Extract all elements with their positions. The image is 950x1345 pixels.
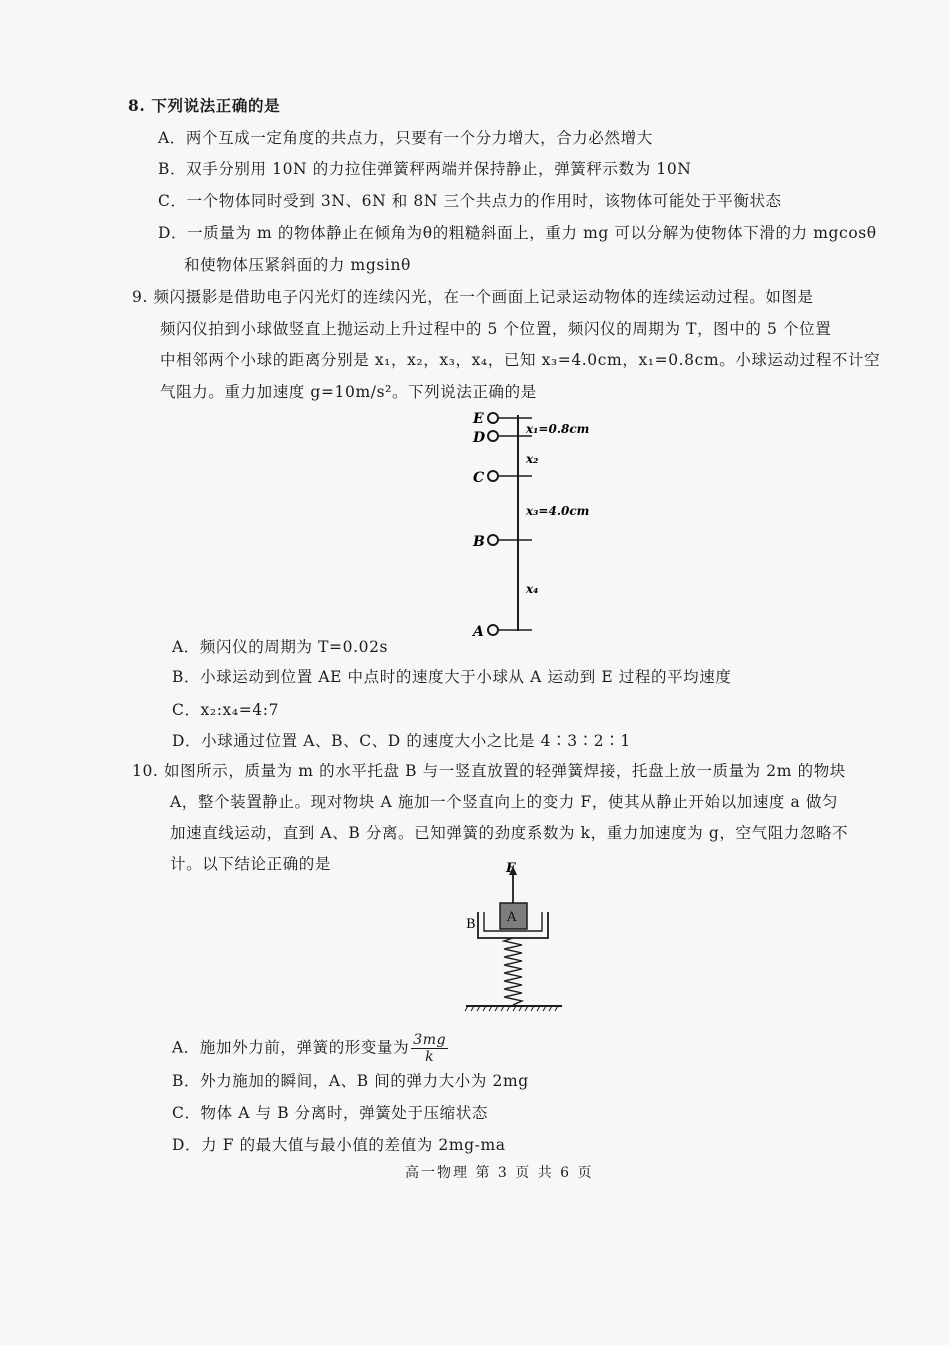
q10-option-b: B．外力施加的瞬间，A、B 间的弹力大小为 2mg	[172, 1072, 529, 1090]
label-d: D	[473, 430, 486, 446]
q9-option-b: B．小球运动到位置 AE 中点时的速度大于小球从 A 运动到 E 过程的平均速度	[172, 668, 732, 686]
ball-c	[488, 471, 498, 481]
block-a-label: A	[507, 910, 517, 925]
label-x1: x₁=0.8cm	[526, 422, 590, 436]
label-e: E	[473, 411, 484, 427]
spring-figure	[458, 858, 574, 1018]
label-c: C	[473, 470, 485, 486]
label-a: A	[473, 624, 484, 640]
q9-stem-line4: 气阻力。重力加速度 g=10m/s²。下列说法正确的是	[160, 383, 537, 401]
q9-option-a: A．频闪仪的周期为 T=0.02s	[172, 638, 389, 656]
q8-option-d-line1: D．一质量为 m 的物体静止在倾角为θ的粗糙斜面上，重力 mg 可以分解为使物体下滑的力 mgcosθ	[158, 224, 877, 242]
q10-stem-line2: A，整个装置静止。现对物块 A 施加一个竖直向上的变力 F，使其从静止开始以加速度 a 做匀	[170, 793, 839, 811]
q8-stem: 8. 下列说法正确的是	[128, 96, 281, 115]
ball-b	[488, 535, 498, 545]
q10-option-a-fraction	[411, 1032, 448, 1065]
page-footer: 高一物理 第 3 页 共 6 页	[405, 1165, 594, 1181]
q8-option-c: C．一个物体同时受到 3N、6N 和 8N 三个共点力的作用时，该物体可能处于平衡状态	[158, 192, 782, 210]
q9-stem-line3: 中相邻两个小球的距离分别是 x₁，x₂，x₃，x₄，已知 x₃=4.0cm，x₁=0.8cm。小球运动过程不计空	[160, 351, 881, 369]
q10-option-a	[172, 1032, 448, 1065]
q9-option-c: C．x₂:x₄=4:7	[172, 701, 280, 719]
tray-b-label: B	[466, 917, 476, 932]
ball-a	[488, 625, 498, 635]
strobe-figure	[460, 405, 640, 645]
label-x4: x₄	[526, 582, 539, 596]
label-x2: x₂	[526, 452, 539, 466]
q10-option-c: C．物体 A 与 B 分离时，弹簧处于压缩状态	[172, 1104, 488, 1122]
fraction-numerator: 3mg	[413, 1032, 447, 1048]
label-b: B	[473, 534, 485, 550]
q8-option-a: A．两个互成一定角度的共点力，只要有一个分力增大，合力必然增大	[158, 129, 653, 147]
q10-stem-line4: 计。以下结论正确的是	[170, 855, 332, 873]
label-x3: x₃=4.0cm	[526, 504, 590, 518]
ball-e	[488, 413, 498, 423]
q9-stem-line1: 9. 频闪摄影是借助电子闪光灯的连续闪光，在一个画面上记录运动物体的连续运动过程。如图是	[132, 288, 814, 306]
force-label: F	[506, 861, 516, 876]
q10-option-d: D．力 F 的最大值与最小值的差值为 2mg-ma	[172, 1136, 506, 1154]
q10-option-a-text: A．施加外力前，弹簧的形变量为	[172, 1038, 410, 1057]
q9-stem-line2: 频闪仪拍到小球做竖直上抛运动上升过程中的 5 个位置，频闪仪的周期为 T，图中的 5 个位置	[160, 320, 832, 338]
fraction-denominator: k	[425, 1049, 435, 1065]
q9-option-d: D．小球通过位置 A、B、C、D 的速度大小之比是 4∶3∶2∶1	[172, 732, 631, 750]
q10-stem-line3: 加速直线运动，直到 A、B 分离。已知弹簧的劲度系数为 k，重力加速度为 g，空气阻力忽略不	[170, 824, 849, 842]
q8-option-d-line2: 和使物体压紧斜面的力 mgsinθ	[184, 256, 411, 274]
q8-option-b: B．双手分别用 10N 的力拉住弹簧秤两端并保持静止，弹簧秤示数为 10N	[158, 160, 692, 178]
ball-d	[488, 431, 498, 441]
q10-stem-line1: 10. 如图所示，质量为 m 的水平托盘 B 与一竖直放置的轻弹簧焊接，托盘上放一质量为 2m 的物块	[132, 762, 846, 780]
spring	[504, 938, 522, 1005]
